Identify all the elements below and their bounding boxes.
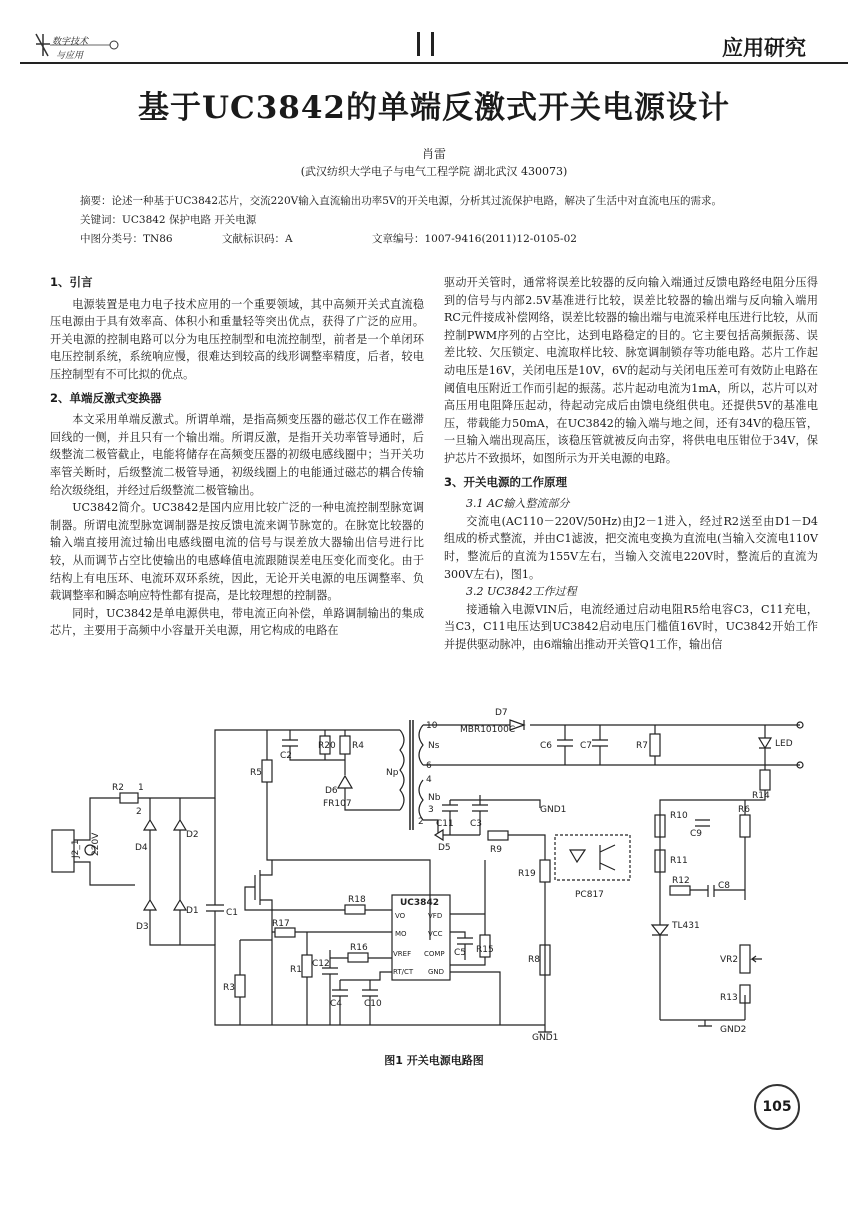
paragraph: 交流电(AC110－220V/50Hz)由J2－1进入，经过R2送至由D1－D4组成的桥式整流，并由C1滤波，把交流电变换为直流电(当输入交流电110V时，整流后的直流为155V左右，当输入交流电220V时，整流后的直流为300V左右)，图1。 bbox=[444, 514, 818, 581]
label-r20: R20 bbox=[318, 741, 336, 751]
label-c5: C5 bbox=[454, 948, 467, 958]
capacitor-c7 bbox=[592, 725, 608, 765]
double-bar-icon bbox=[413, 30, 443, 58]
paragraph: 本文采用单端反激式。所谓单端，是指高频变压器的磁芯仅工作在磁滞回线的一侧，并且只有一个输出端。所谓反激，是指开关功率管导通时，后级整流二极管截止，电能将储存在高频变压器的初级电感线圈中；当开关功率管关断时，后级整流二极管导通，初级线圈上的电能通过磁芯的耦合传输给次级绕组，并经过后级整流二极管输出。 bbox=[50, 413, 424, 497]
label-d5: D5 bbox=[438, 843, 451, 853]
label-pin4: 4 bbox=[426, 775, 432, 785]
potentiometer-vr2 bbox=[740, 945, 750, 973]
diode-d6 bbox=[338, 776, 352, 788]
label-tl431: TL431 bbox=[672, 921, 700, 931]
label-c10: C10 bbox=[364, 999, 382, 1009]
label-r11: R11 bbox=[670, 856, 688, 866]
label-r1: R1 bbox=[290, 965, 302, 975]
clc-number: 中图分类号：TN86 bbox=[80, 233, 173, 245]
article-number: 文章编号：1007-9416(2011)12-0105-02 bbox=[372, 233, 577, 245]
resistor-r19 bbox=[540, 860, 550, 882]
paragraph: 接通输入电源VIN后，电流经通过启动电阻R5给电容C3，C11充电，当C3，C11电压达到UC3842启动电压门槛值16V时，UC3842开始工作并提供驱动脉冲，由6端输出推动开关管Q1工作，输出信 bbox=[444, 602, 818, 651]
label-led: LED bbox=[775, 739, 793, 749]
section-label: 应用研究 bbox=[722, 36, 806, 60]
paragraph: 同时，UC3842是单电源供电，带电流正向补偿，单路调制输出的集成芯片，主要用于高频中小容量开关电源，用它构成的电路在 bbox=[50, 606, 424, 638]
affiliation: (武汉纺织大学电子与电气工程学院 湖北武汉 430073) bbox=[300, 165, 568, 178]
label-r12: R12 bbox=[672, 876, 690, 886]
label-r19: R19 bbox=[518, 869, 536, 879]
subheading-uc3842: 3.2 UC3842工作过程 bbox=[466, 585, 577, 599]
label-c4: C4 bbox=[330, 999, 343, 1009]
label-d4: D4 bbox=[135, 843, 148, 853]
label-gnd1-aux: GND1 bbox=[540, 805, 567, 815]
label-c2: C2 bbox=[280, 751, 293, 761]
pin-vo: VO bbox=[395, 912, 406, 920]
subheading-ac-input: 3.1 AC输入整流部分 bbox=[466, 497, 570, 511]
bridge-rectifier bbox=[150, 798, 180, 945]
led-indicator bbox=[759, 725, 771, 748]
resistor-r14 bbox=[760, 770, 770, 790]
paragraph: UC3842简介。UC3842是国内应用比较广泛的一种电流控制型脉宽调制器。所谓电流型脉宽调制器是按反馈电流来调节脉宽的。在脉宽比较器的输入端直接用流过输出电感线圈电流的信号与误差放大器输出信号进行比较，从而调节占空比使输出的电感峰值电流跟随误差电压变化而变化。由于结构上有电压环、电流环双环系统，因此，无论开关电源的电压调整率、负载调整率和瞬态响应特性都有提高，是比较理想的控制器。 bbox=[50, 501, 424, 603]
label-vr2: VR2 bbox=[720, 955, 739, 965]
label-r15: R15 bbox=[476, 945, 494, 955]
label-np: Np bbox=[386, 768, 399, 778]
label-mbr: MBR10100C bbox=[460, 725, 516, 735]
label-d2: D2 bbox=[186, 830, 199, 840]
label-r7: R7 bbox=[636, 741, 648, 751]
resistor-r18 bbox=[345, 905, 365, 914]
diode-d5 bbox=[435, 830, 443, 840]
label-c7: C7 bbox=[580, 741, 593, 751]
label-pin2: 2 bbox=[418, 817, 424, 827]
document-code: 文献标识码：A bbox=[222, 233, 293, 245]
heading-flyback: 2、单端反激式变换器 bbox=[50, 390, 162, 405]
label-r4: R4 bbox=[352, 741, 364, 751]
label-gnd2: GND2 bbox=[720, 1025, 747, 1035]
resistor-r9 bbox=[488, 831, 508, 840]
label-r9: R9 bbox=[490, 845, 502, 855]
paper-title: 基于UC3842的单端反激式开关电源设计 bbox=[138, 90, 730, 126]
label-r17: R17 bbox=[272, 919, 290, 929]
transformer-secondary bbox=[419, 725, 423, 765]
label-c3: C3 bbox=[470, 819, 483, 829]
label-pin10: 10 bbox=[426, 721, 438, 731]
label-c11: C11 bbox=[436, 819, 454, 829]
label-nb: Nb bbox=[428, 793, 441, 803]
label-d1: D1 bbox=[186, 906, 199, 916]
capacitor-c3 bbox=[472, 795, 488, 835]
label-gnd1: GND1 bbox=[532, 1033, 559, 1043]
pin-vcc: VCC bbox=[428, 930, 443, 938]
resistor-r7 bbox=[650, 734, 660, 756]
transformer-aux bbox=[419, 780, 423, 820]
pin-vref: VREF bbox=[393, 950, 412, 958]
resistor-r5 bbox=[262, 760, 272, 782]
capacitor-c6 bbox=[557, 725, 573, 765]
label-r5: R5 bbox=[250, 768, 262, 778]
keywords: 关键词：UC3842 保护电路 开关电源 bbox=[80, 214, 257, 226]
capacitor-c11 bbox=[442, 800, 458, 835]
capacitor-c8 bbox=[708, 885, 714, 897]
resistor-r2 bbox=[120, 793, 138, 803]
resistor-r3 bbox=[235, 975, 245, 997]
label-r8: R8 bbox=[528, 955, 540, 965]
author: 肖雷 bbox=[421, 147, 446, 161]
label-pin6: 6 bbox=[426, 761, 432, 771]
page-number: 105 bbox=[754, 1084, 800, 1130]
transformer-primary bbox=[400, 730, 404, 810]
paragraph: 电源装置是电力电子技术应用的一个重要领域，其中高频开关式直流稳压电源由于具有效率高、体积小和重量轻等突出优点，获得了广泛的应用。开关电源的控制电路可以分为电压控制型和电流控制型，前者是一个单闭环电压控制系统，系统响应慢，很难达到较高的线形调整率精度，后者，较电压控制型有不可比拟的优点。 bbox=[50, 297, 424, 381]
label-pc817: PC817 bbox=[575, 890, 604, 900]
journal-logo bbox=[34, 28, 120, 62]
label-node1: 1 bbox=[138, 783, 144, 793]
pin-gnd: GND bbox=[428, 968, 445, 976]
optocoupler-pc817 bbox=[555, 835, 630, 880]
pin-mo: MO bbox=[395, 930, 407, 938]
label-node2: 2 bbox=[136, 807, 142, 817]
mosfet-q1 bbox=[255, 860, 272, 1025]
label-220v: 220V bbox=[91, 832, 101, 856]
label-r18: R18 bbox=[348, 895, 366, 905]
header-rule bbox=[20, 62, 848, 64]
label-fr107: FR107 bbox=[323, 799, 352, 809]
header-divider-bars bbox=[413, 30, 443, 64]
circuit-schematic bbox=[40, 700, 820, 1045]
resistor-r12 bbox=[670, 886, 690, 895]
label-r2: R2 bbox=[112, 783, 124, 793]
logo-line1: 数字技术 bbox=[52, 37, 89, 47]
resistor-r1 bbox=[302, 955, 312, 977]
label-c1: C1 bbox=[226, 908, 239, 918]
label-r16: R16 bbox=[350, 943, 368, 953]
resistor-r4 bbox=[340, 736, 350, 754]
paragraph: 驱动开关管时，通常将误差比较器的反向输入端通过反馈电路经电阻分压得到的信号与内部2.5V基准进行比较，误差比较器的输出端与反向输入端用RC元件接成补偿网络，误差比较器的输出端与电流采样电压进行比较，从而控制PWM序列的占空比，达到电路稳定的目的。它主要包括高频振荡、误差比较、欠压锁定、电流取样比较、脉宽调制锁存等功能电路。芯片工作起动电压是16V，关闭电压是10V，6V的起动与关闭电压差可有效防止电路在阈值电压附近工作而引起的振荡。芯片起动电流为1mA，所以，芯片可以对高压用电阻降压起动，待起动完成后由馈电绕组供电。还提供5V的基准电压，带载能力50mA，在UC3842的输入端与地之间，还有34V的稳压管，一旦输入端出现高压，该稳压管就被反向击穿，将供电电压钳位于34V，保护芯片不致损坏，如图所示为开关电源的电路。 bbox=[444, 276, 818, 465]
label-r3: R3 bbox=[223, 983, 235, 993]
label-d7: D7 bbox=[495, 708, 508, 718]
label-pin3: 3 bbox=[428, 805, 434, 815]
label-uc3842: UC3842 bbox=[400, 898, 439, 908]
capacitor-c9 bbox=[695, 820, 710, 826]
label-ns: Ns bbox=[428, 741, 440, 751]
label-c9: C9 bbox=[690, 829, 703, 839]
label-r6: R6 bbox=[738, 805, 750, 815]
label-r13: R13 bbox=[720, 993, 738, 1003]
pin-vfd: VFD bbox=[428, 912, 443, 920]
label-c12: C12 bbox=[312, 959, 330, 969]
heading-principle: 3、开关电源的工作原理 bbox=[444, 474, 568, 489]
capacitor-c1 bbox=[206, 798, 224, 945]
label-d3: D3 bbox=[136, 922, 149, 932]
resistor-r17 bbox=[275, 928, 295, 937]
right-column bbox=[444, 274, 818, 653]
heading-intro: 1、引言 bbox=[50, 275, 93, 289]
label-c8: C8 bbox=[718, 881, 731, 891]
abstract: 摘要：论述一种基于UC3842芯片，交流220V输入直流输出功率5V的开关电源，分析其过流保护电路，解决了生活中对直流电压的需求。 bbox=[80, 195, 722, 207]
resistor-r6 bbox=[740, 815, 750, 837]
pin-rtct: RT/CT bbox=[393, 968, 414, 976]
label-r10: R10 bbox=[670, 811, 688, 821]
label-r14: R14 bbox=[752, 791, 770, 801]
label-j2: J2_1 bbox=[71, 839, 81, 858]
regulator-tl431 bbox=[652, 925, 668, 935]
pin-comp: COMP bbox=[424, 950, 445, 958]
left-column bbox=[50, 274, 424, 640]
figure-caption: 图1 开关电源电路图 bbox=[384, 1054, 484, 1067]
transformer-core bbox=[410, 720, 413, 830]
logo-line2: 与应用 bbox=[56, 51, 84, 61]
resistor-r16 bbox=[348, 953, 368, 962]
label-c6: C6 bbox=[540, 741, 553, 751]
label-d6: D6 bbox=[325, 786, 338, 796]
